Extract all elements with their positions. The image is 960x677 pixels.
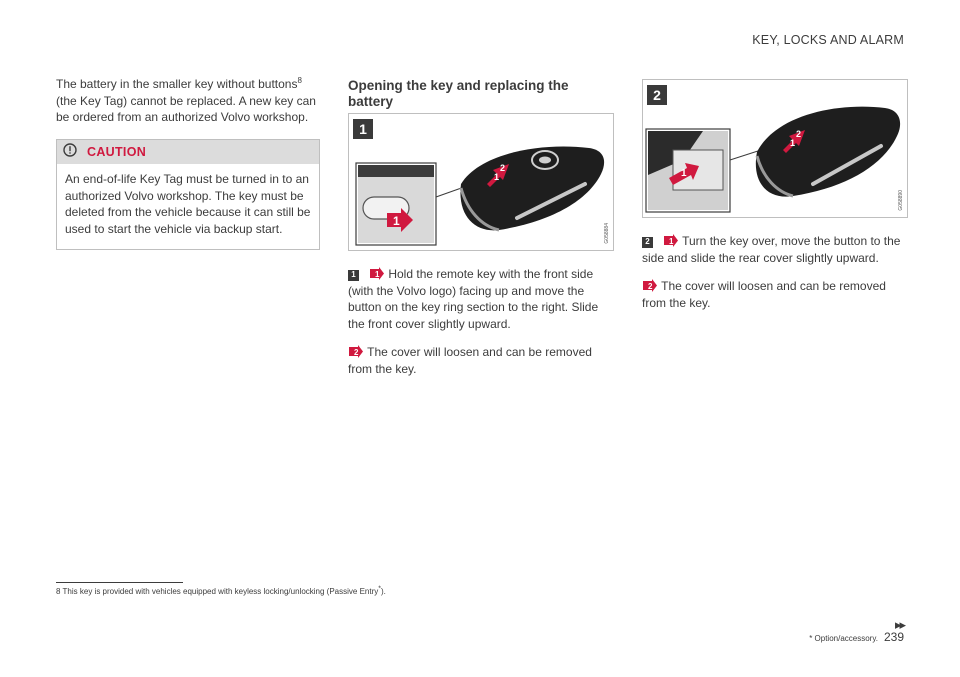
footnote-text-end: ).: [380, 587, 386, 596]
intro-text: The battery in the smaller key without buttons: [56, 77, 298, 91]
inset-step-number: 1: [393, 214, 400, 228]
sub-step-number: 2: [648, 282, 653, 291]
step-1: [348, 266, 614, 377]
footnote-number: 8: [56, 587, 61, 596]
step-arrow-icon: [369, 267, 385, 280]
step-1-sub-1: [348, 266, 614, 332]
step-1-sub-2: [348, 344, 614, 377]
page-footer: [809, 630, 904, 644]
sub-step-number: 1: [375, 270, 380, 279]
sub-step-number: 1: [669, 237, 674, 246]
step-number-badge: 2: [642, 237, 653, 248]
step-2-sub-2: [642, 278, 908, 311]
intro-text-cont: (the Key Tag) cannot be replaced. A new key can be ordered from an authorized Volvo workshop.: [56, 93, 316, 124]
caution-box: [56, 139, 320, 250]
caution-body: An end-of-life Key Tag must be turned in to an authorized Volvo workshop. The key must be deleted from the vehicle because it can still be used to start the vehicle via backup start.: [65, 172, 311, 236]
step-number-badge: 1: [348, 270, 359, 281]
step-2: [642, 233, 908, 311]
figure-code: G058884: [604, 223, 610, 244]
intro-paragraph: [56, 76, 320, 126]
step-text: Turn the key over, move the button to the side and slide the rear cover slightly upward.: [642, 234, 901, 265]
section-title: KEY, LOCKS AND ALARM: [752, 33, 904, 47]
footnote: [56, 587, 386, 596]
step-arrow-icon: [642, 279, 658, 292]
caution-title: CAUTION: [87, 145, 147, 159]
arrow-right-icon: [385, 207, 415, 233]
option-note: * Option/accessory.: [809, 634, 878, 643]
sub-step-number: 2: [354, 348, 359, 357]
next-page-icon[interactable]: ▸▸: [894, 617, 904, 632]
figure-1: [348, 113, 614, 251]
step-text: The cover will loosen and can be removed from the key.: [348, 345, 592, 376]
footnote-divider: [56, 582, 183, 583]
caution-header: [57, 140, 319, 164]
figure-number: 1: [353, 119, 373, 139]
section-heading: Opening the key and replacing the battery: [348, 78, 569, 109]
step-text: Hold the remote key with the front side (with the Volvo logo) facing up and move the button on the key ring section to the right. Slide the front cover slightly upward.: [348, 267, 599, 331]
inset-step-number: 1: [681, 168, 687, 179]
key-step-number: 2: [796, 129, 802, 139]
step-2-sub-1: [642, 233, 908, 266]
figure-number: 2: [647, 85, 667, 105]
page-number: 239: [883, 630, 904, 644]
figure-code: G058890: [898, 190, 904, 211]
key-step-number: 1: [790, 138, 796, 148]
caution-icon: [63, 143, 77, 162]
footnote-ref[interactable]: 8: [297, 76, 302, 85]
step-arrow-icon: [348, 345, 364, 358]
step-text: The cover will loosen and can be removed from the key.: [642, 279, 886, 310]
step-arrow-icon: [663, 234, 679, 247]
key-step-number: 1: [494, 172, 500, 182]
key-rear-illustration: [643, 80, 907, 217]
key-step-number: 2: [500, 163, 506, 173]
figure-2: [642, 79, 908, 218]
footnote-asterisk: *: [378, 585, 381, 593]
footnote-text: This key is provided with vehicles equipped with keyless locking/unlocking (Passive Entry: [62, 587, 379, 596]
